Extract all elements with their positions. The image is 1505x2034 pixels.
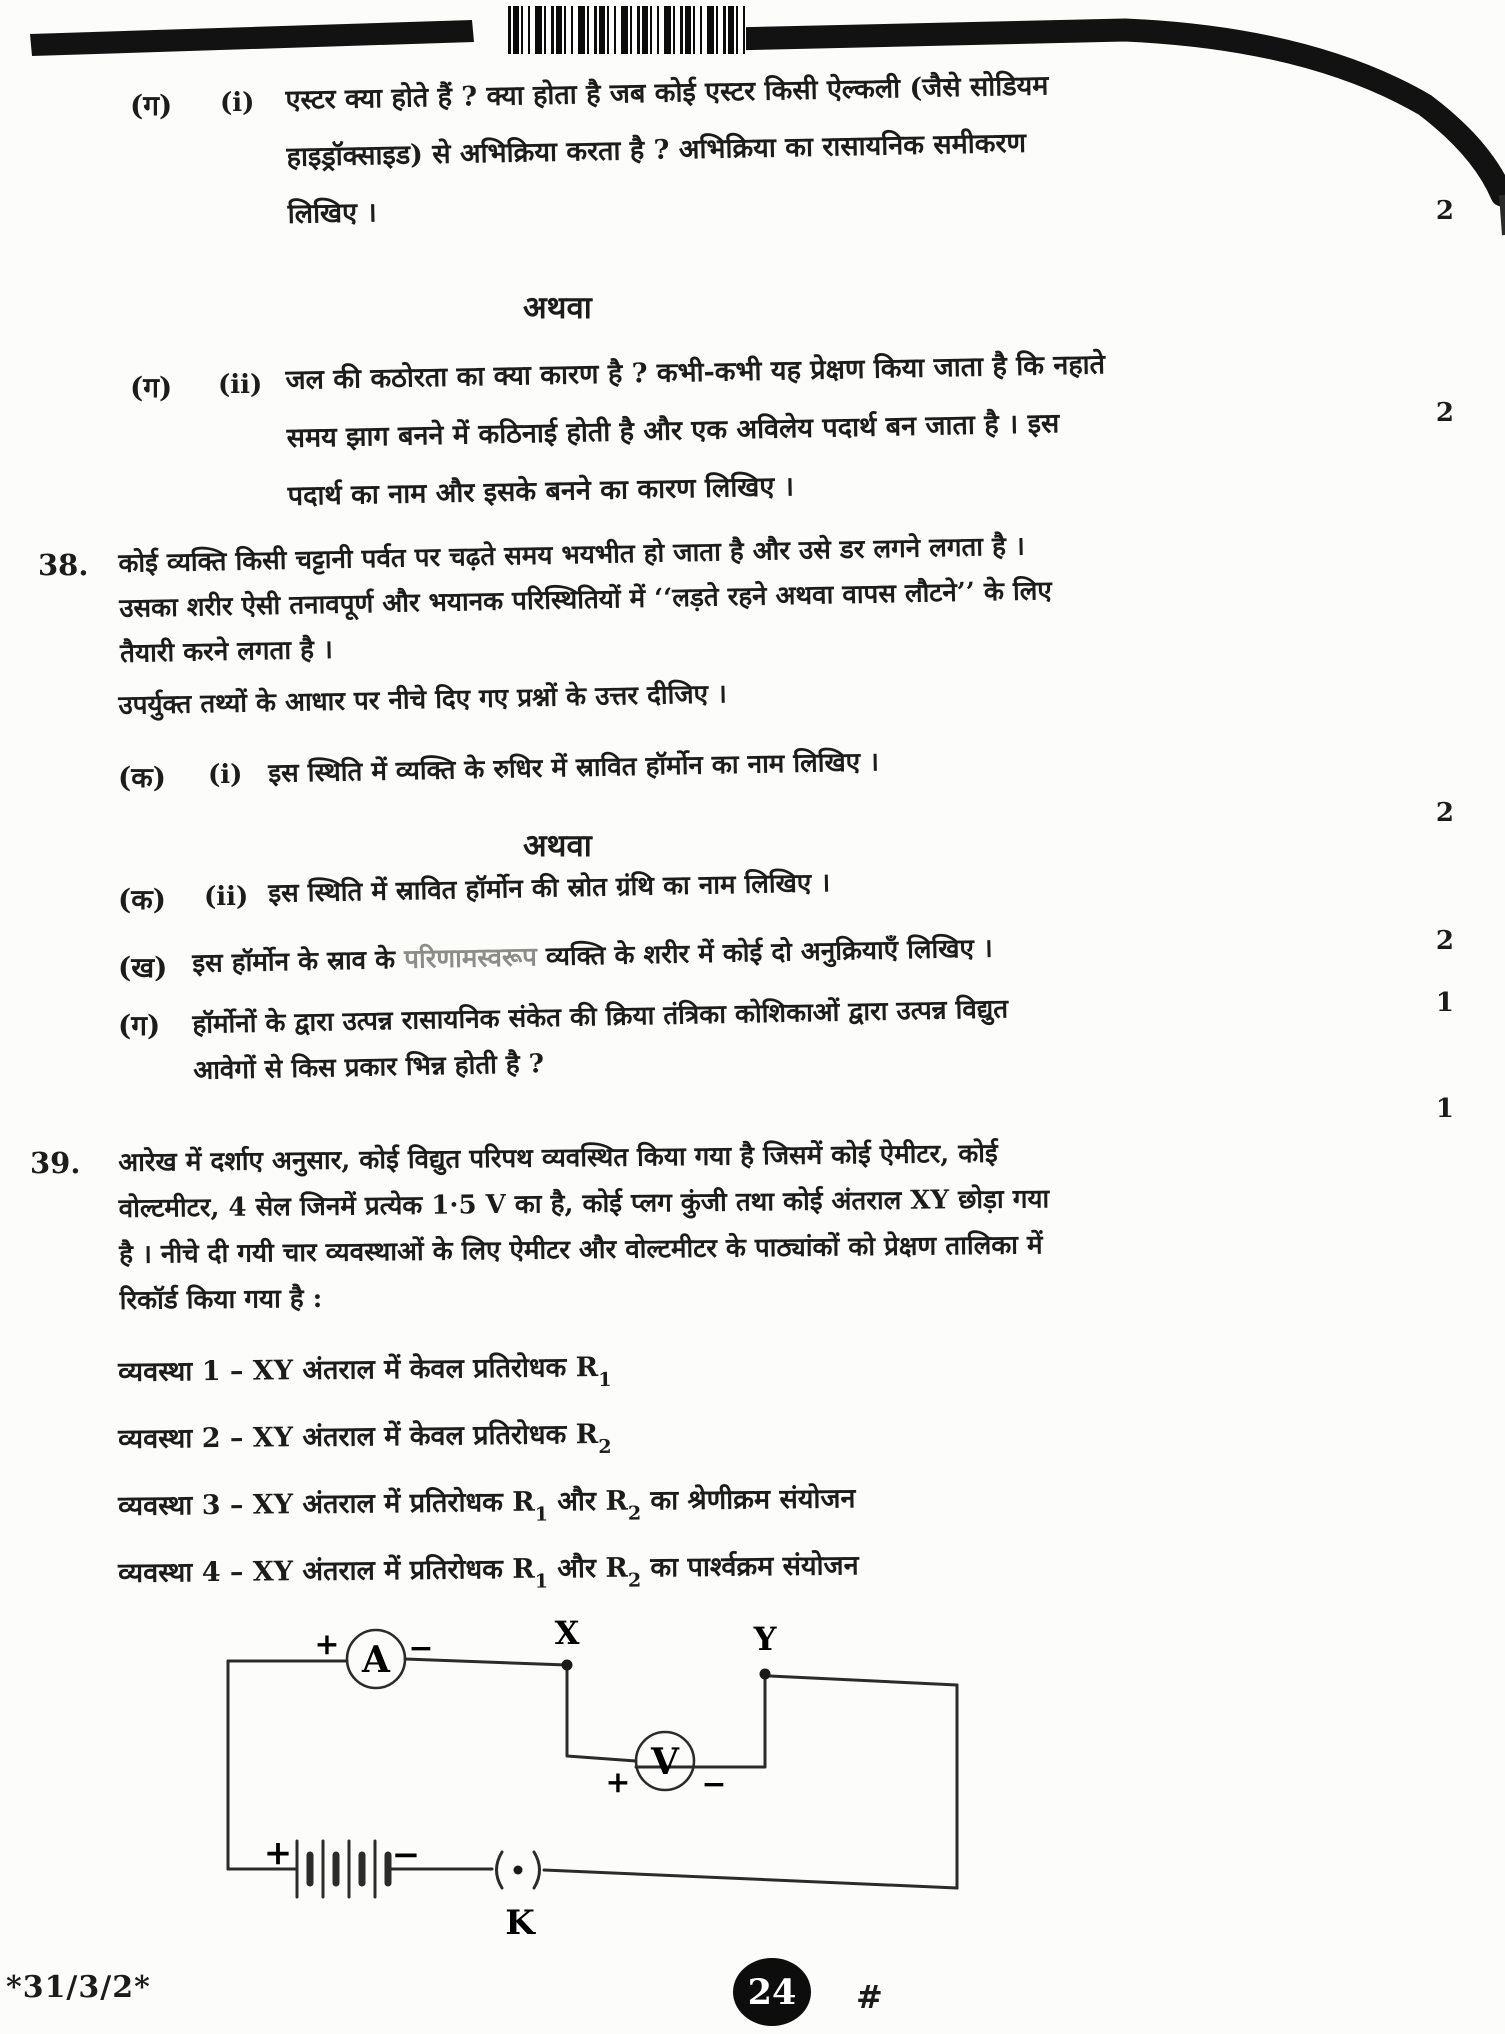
or-heading: अथवा	[523, 828, 592, 864]
question-subpart-label: (i)	[208, 760, 243, 790]
ammeter-minus-sign: −	[408, 1631, 434, 1666]
question-38a-ii-text: इस स्थिति में स्रावित हॉर्मोन की स्रोत ग्रंथि का नाम लिखिए ।	[268, 868, 831, 909]
question-text-water: जल की कठोरता का क्या कारण है ? कभी-कभी यह प्रेक्षण किया जाता है कि नहाते समय झाग बनने में कठिनाई होती है और एक अविलेय पदार्थ बन जाता है । इस पदार्थ का नाम और इसके बनने का कारण लिखिए ।	[285, 349, 1106, 512]
plug-key-dot	[514, 1866, 523, 1875]
key-label: K	[505, 1903, 535, 1943]
voltmeter-minus-sign: −	[701, 1767, 727, 1802]
question-part-label: (क)	[118, 761, 167, 794]
arrangement-row-1: व्यवस्था 1 – XY अंतराल में केवल प्रतिरोधक $R_1$	[118, 1351, 612, 1392]
ammeter-plus-sign: +	[314, 1627, 340, 1662]
hash-mark: #	[856, 1978, 883, 2016]
terminal-y-dot	[760, 1669, 771, 1680]
barcode	[508, 6, 746, 54]
question-38-intro: कोई व्यक्ति किसी चट्टानी पर्वत पर चढ़ते समय भयभीत हो जाता है और उसे डर लगने लगता है । उसका शरीर ऐसी तनावपूर्ण और भयानक परिस्थितियों में ‘‘लड़ते रहने अथवा वापस लौटने’’ के लिए तैयारी करने लगता है ।	[118, 531, 1052, 669]
question-38b-pre: इस हॉर्मोन के स्राव के	[192, 944, 405, 979]
plug-key-icon	[497, 1852, 503, 1888]
question-subpart-label: (ii)	[204, 882, 249, 912]
question-38-instruction: उपर्युक्त तथ्यों के आधार पर नीचे दिए गए प्रश्नों के उत्तर दीजिए ।	[118, 679, 728, 721]
question-38b-text	[192, 929, 993, 984]
question-part-label: (ग)	[130, 89, 173, 122]
question-38b-post: व्यक्ति के शरीर में कोई दो अनुक्रियाएँ लिखिए ।	[536, 933, 994, 973]
question-part-label: (ग)	[130, 371, 173, 404]
circuit-diagram	[150, 1598, 1050, 1958]
gap-x-label: X	[554, 1614, 580, 1652]
question-number-39: 39.	[30, 1146, 81, 1180]
question-38b-faded-word: परिणामस्वरूप	[403, 942, 538, 975]
voltmeter-label: V	[651, 1741, 679, 1783]
gap-y-label: Y	[753, 1620, 777, 1658]
paper-code: *31/3/2*	[6, 1970, 151, 2005]
marks-value: 1	[1435, 988, 1454, 1018]
question-39-intro: आरेख में दर्शाए अनुसार, कोई विद्युत परिपथ व्यवस्थित किया गया है जिसमें कोई ऐमीटर, कोई वोल्टमीटर, 4 सेल जिनमें प्रत्येक 1·5 V का है, कोई प्लग कुंजी तथा कोई अंतराल XY छोड़ा गया है । नीचे दी गयी चार व्यवस्थाओं के लिए ऐमीटर और वोल्टमीटर के पाठ्यांकों को प्रेक्षण तालिका में रिकॉर्ड किया गया है :	[118, 1138, 1050, 1316]
question-part-label: (ख)	[118, 951, 168, 984]
question-subpart-label: (ii)	[218, 370, 263, 400]
question-part-label: (क)	[118, 883, 167, 916]
wire-x-drop-to-voltmeter	[567, 1665, 636, 1761]
or-heading: अथवा	[523, 290, 592, 326]
question-38a-i-text: इस स्थिति में व्यक्ति के रुधिर में स्रावित हॉर्मोन का नाम लिखिए ।	[268, 747, 880, 789]
terminal-x-dot	[562, 1660, 573, 1671]
arrangement-row-2: व्यवस्था 2 – XY अंतराल में केवल प्रतिरोधक $R_2$	[118, 1418, 612, 1459]
wire-bottom	[544, 1870, 957, 1888]
plug-key-icon	[534, 1852, 540, 1888]
question-text-ester: एस्टर क्या होते हैं ? क्या होता है जब कोई एस्टर किसी ऐल्कली (जैसे सोडियम हाइड्रॉक्साइड) से अभिक्रिया करता है ? अभिक्रिया का रासायनिक समीकरण लिखिए ।	[285, 70, 1049, 230]
question-subpart-label: (i)	[220, 88, 255, 118]
battery-minus-sign: −	[391, 1835, 421, 1875]
page-number-badge	[733, 1958, 811, 2026]
arrangement-row-4: व्यवस्था 4 – XY अंतराल में प्रतिरोधक $R_1$ और $R_2$ का पार्श्वक्रम संयोजन	[118, 1550, 859, 1594]
page-number: 24	[747, 1971, 797, 2013]
marks-value: 2	[1435, 798, 1454, 828]
marks-value: 1	[1435, 1094, 1454, 1124]
battery-plus-sign: +	[263, 1833, 293, 1873]
voltmeter-plus-sign: +	[605, 1765, 631, 1800]
question-38c-text: हॉर्मोनों के द्वारा उत्पन्न रासायनिक संकेत की क्रिया तंत्रिका कोशिकाओं द्वारा उत्पन्न विद्युत आवेगों से किस प्रकार भिन्न होती है ?	[192, 994, 1009, 1086]
question-part-label: (ग)	[118, 1009, 161, 1042]
marks-value: 2	[1435, 196, 1454, 226]
arrangement-row-3: व्यवस्था 3 – XY अंतराल में प्रतिरोधक $R_1$ और $R_2$ का श्रेणीक्रम संयोजन	[118, 1483, 856, 1527]
marks-value: 2	[1435, 926, 1454, 956]
question-number-38: 38.	[38, 548, 89, 582]
wire-y-to-right	[770, 1676, 957, 1685]
marks-value: 2	[1435, 398, 1454, 428]
ammeter-label: A	[362, 1639, 390, 1681]
